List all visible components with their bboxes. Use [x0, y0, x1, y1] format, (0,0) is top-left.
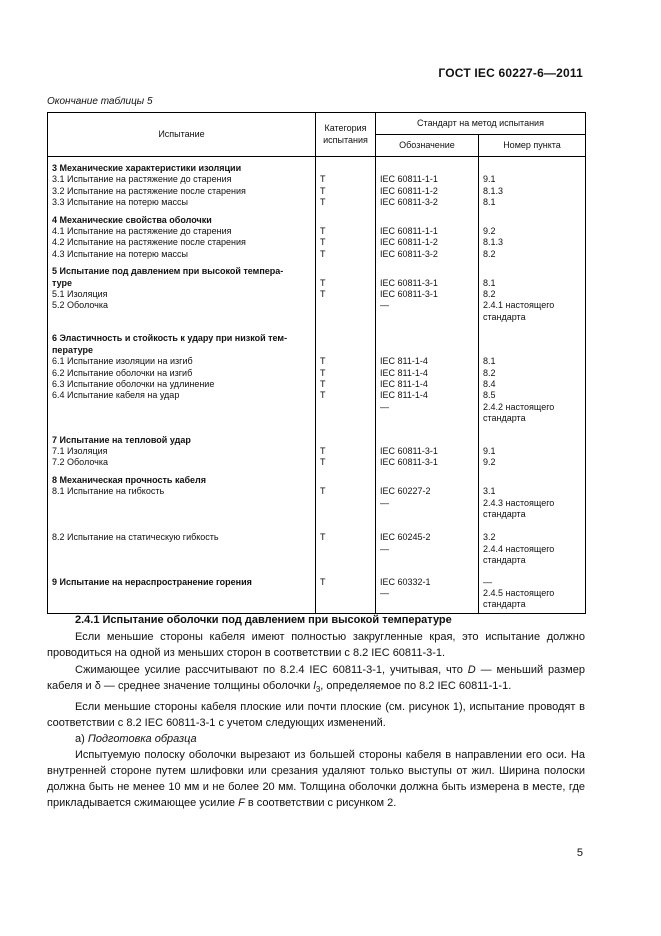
- test-designation: IEC 811-1-4: [376, 390, 479, 401]
- table-row: [48, 486, 586, 497]
- test-designation: IEC 60245-2: [376, 532, 479, 543]
- test-clause: 9.2: [479, 457, 586, 468]
- test-designation: IEC 60811-3-2: [376, 197, 479, 208]
- test-name: 4.2 Испытание на растяжение после старения: [48, 237, 316, 248]
- test-category: Т: [316, 174, 376, 185]
- test-clause: 8.4: [479, 379, 586, 390]
- test-clause: 9.2: [479, 226, 586, 237]
- group-title: 3 Механические характеристики изоляции: [48, 163, 316, 174]
- paragraph: Если меньшие стороны кабеля плоские или почти плоские (см. рисунок 1), испытание проводят в соответствии с 8.2 IEC 60811-3-1 с учетом следующих изменений.: [47, 701, 585, 730]
- test-clause-cont: стандарта: [479, 413, 586, 424]
- table-row: [48, 555, 586, 566]
- header-standard: Стандарт на метод испытания: [376, 113, 586, 135]
- test-designation: IEC 60811-1-2: [376, 186, 479, 197]
- test-clause: 8.1: [479, 278, 586, 289]
- test-name: 8.2 Испытание на статическую гибкость: [48, 532, 316, 543]
- test-clause: 9.1: [479, 174, 586, 185]
- test-name: 5.2 Оболочка: [48, 300, 316, 311]
- test-designation: IEC 60811-1-2: [376, 237, 479, 248]
- table-row: [48, 402, 586, 413]
- table-row: [48, 249, 586, 260]
- test-designation: —: [376, 588, 479, 599]
- test-clause: 2.4.2 настоящего: [479, 402, 586, 413]
- test-designation: IEC 811-1-4: [376, 379, 479, 390]
- test-designation: IEC 60811-1-1: [376, 226, 479, 237]
- test-designation: IEC 60811-3-1: [376, 289, 479, 300]
- test-name: 4.3 Испытание на потерю массы: [48, 249, 316, 260]
- test-name: 4.1 Испытание на растяжение до старения: [48, 226, 316, 237]
- header-test: Испытание: [48, 113, 316, 157]
- group-title: 8 Механическая прочность кабеля: [48, 475, 316, 486]
- test-designation: IEC 60811-1-1: [376, 174, 479, 185]
- test-name: 3.1 Испытание на растяжение до старения: [48, 174, 316, 185]
- test-name: 6.4 Испытание кабеля на удар: [48, 390, 316, 401]
- table-row: [48, 498, 586, 509]
- test-designation: —: [376, 498, 479, 509]
- test-category: Т: [316, 368, 376, 379]
- test-category: Т: [316, 457, 376, 468]
- test-name: 7.2 Оболочка: [48, 457, 316, 468]
- table-row: [48, 237, 586, 248]
- paragraph: Испытуемую полоску оболочки вырезают из большей стороны кабеля в направлении его оси. На внутренней стороне путем шлифовки или срезания удаляют только выступы от жил. Ширина полоски должна быть не менее 10 мм и не более 20 мм. Толщина оболочки должна быть измерена в месте, где прикладывается сжимающее усилие F в соответствии с рисунком 2.: [47, 749, 585, 810]
- table-row: [48, 312, 586, 323]
- test-designation: IEC 811-1-4: [376, 356, 479, 367]
- header-designation: Обозначение: [376, 135, 479, 157]
- table-row: [48, 174, 586, 185]
- section-heading: 2.4.1 Испытание оболочки под давлением при высокой температуре: [75, 614, 452, 626]
- test-designation: IEC 60811-3-1: [376, 278, 479, 289]
- test-category: Т: [316, 278, 376, 289]
- test-clause: 8.1: [479, 356, 586, 367]
- group-title: 9 Испытание на нераспространение горения: [48, 577, 316, 588]
- test-name: 5.1 Изоляция: [48, 289, 316, 300]
- group-title-cont: пературе: [48, 345, 316, 356]
- test-name: 6.2 Испытание оболочки на изгиб: [48, 368, 316, 379]
- table-row: [48, 197, 586, 208]
- table-row: [48, 379, 586, 390]
- test-category: Т: [316, 249, 376, 260]
- test-clause: 2.4.4 настоящего: [479, 544, 586, 555]
- test-category: Т: [316, 356, 376, 367]
- test-name: 3.3 Испытание на потерю массы: [48, 197, 316, 208]
- group-title-row: [48, 435, 586, 446]
- table-row: [48, 300, 586, 311]
- table-row: [48, 368, 586, 379]
- group-title-cont: туре: [48, 278, 316, 289]
- test-clause-cont: стандарта: [479, 599, 586, 614]
- table-row: [48, 226, 586, 237]
- test-category: Т: [316, 237, 376, 248]
- test-category: Т: [316, 390, 376, 401]
- test-name: 6.1 Испытание изоляции на изгиб: [48, 356, 316, 367]
- test-category: Т: [316, 577, 376, 588]
- table-row: [48, 577, 586, 588]
- test-designation: —: [376, 544, 479, 555]
- table-row: [48, 186, 586, 197]
- document-id: ГОСТ IEC 60227-6—2011: [438, 66, 583, 80]
- test-category: Т: [316, 446, 376, 457]
- test-name: 6.3 Испытание оболочки на удлинение: [48, 379, 316, 390]
- test-designation: IEC 811-1-4: [376, 368, 479, 379]
- table-row: [48, 588, 586, 599]
- test-table: [47, 112, 586, 614]
- test-designation: IEC 60811-3-2: [376, 249, 479, 260]
- test-clause: 3.2: [479, 532, 586, 543]
- group-title: 5 Испытание под давлением при высокой темпера-: [48, 266, 316, 277]
- table-row: [48, 278, 586, 289]
- test-clause: 3.1: [479, 486, 586, 497]
- table-row: [48, 413, 586, 424]
- test-designation: IEC 60227-2: [376, 486, 479, 497]
- group-title-row: [48, 266, 586, 277]
- group-title: 6 Эластичность и стойкость к удару при низкой тем-: [48, 333, 316, 344]
- table-row: [48, 356, 586, 367]
- test-clause: 2.4.1 настоящего: [479, 300, 586, 311]
- list-item: а) Подготовка образца: [75, 733, 197, 746]
- group-title-row: [48, 345, 586, 356]
- test-designation: IEC 60332-1: [376, 577, 479, 588]
- test-clause: 8.2: [479, 249, 586, 260]
- test-designation: —: [376, 300, 479, 311]
- group-title: 7 Испытание на тепловой удар: [48, 435, 316, 446]
- test-category: Т: [316, 186, 376, 197]
- test-category: Т: [316, 289, 376, 300]
- test-designation: —: [376, 402, 479, 413]
- test-clause-cont: стандарта: [479, 509, 586, 520]
- test-name: 7.1 Изоляция: [48, 446, 316, 457]
- table-row: [48, 544, 586, 555]
- table-caption: Окончание таблицы 5: [47, 96, 153, 107]
- test-category: Т: [316, 379, 376, 390]
- test-clause: 8.1.3: [479, 237, 586, 248]
- test-designation: IEC 60811-3-1: [376, 457, 479, 468]
- table-row: [48, 509, 586, 520]
- group-title-row: [48, 333, 586, 344]
- header-category: Категория испытания: [316, 113, 376, 157]
- test-clause-cont: стандарта: [479, 312, 586, 323]
- test-category: Т: [316, 226, 376, 237]
- test-clause: 9.1: [479, 446, 586, 457]
- test-clause: 8.1: [479, 197, 586, 208]
- test-clause: 8.2: [479, 289, 586, 300]
- body-text: [47, 612, 585, 811]
- test-name: 8.1 Испытание на гибкость: [48, 486, 316, 497]
- test-category: [316, 300, 376, 311]
- test-clause: 8.1.3: [479, 186, 586, 197]
- test-category: Т: [316, 197, 376, 208]
- paragraph: Если меньшие стороны кабеля имеют полностью закругленные края, это испытание должно проводиться на одной из меньших сторон в соответствии с 8.2 IEC 60811-3-1.: [47, 631, 585, 659]
- test-clause: 2.4.3 настоящего: [479, 498, 586, 509]
- test-category: Т: [316, 532, 376, 543]
- group-title-row: [48, 215, 586, 226]
- page-number: 5: [576, 847, 583, 859]
- group-title-row: [48, 163, 586, 174]
- group-title: 4 Механические свойства оболочки: [48, 215, 316, 226]
- table-row: [48, 446, 586, 457]
- header-clause: Номер пункта: [479, 135, 586, 157]
- test-name: 3.2 Испытание на растяжение после старения: [48, 186, 316, 197]
- table-row: [48, 289, 586, 300]
- table-row: [48, 390, 586, 401]
- paragraph: Сжимающее усилие рассчитывают по 8.2.4 IEC 60811-3-1, учитывая, что D — меньший размер кабеля и δ — среднее значение толщины оболочки $l_3$, определяемое по 8.2 IEC 60811-1-1.: [47, 664, 585, 695]
- test-clause-cont: стандарта: [479, 555, 586, 566]
- test-clause: —: [479, 577, 586, 588]
- test-category: Т: [316, 486, 376, 497]
- table-row: [48, 457, 586, 468]
- test-designation: IEC 60811-3-1: [376, 446, 479, 457]
- table-row: [48, 532, 586, 543]
- test-clause: 2.4.5 настоящего: [479, 588, 586, 599]
- group-title-row: [48, 475, 586, 486]
- test-clause: 8.2: [479, 368, 586, 379]
- test-clause: 8.5: [479, 390, 586, 401]
